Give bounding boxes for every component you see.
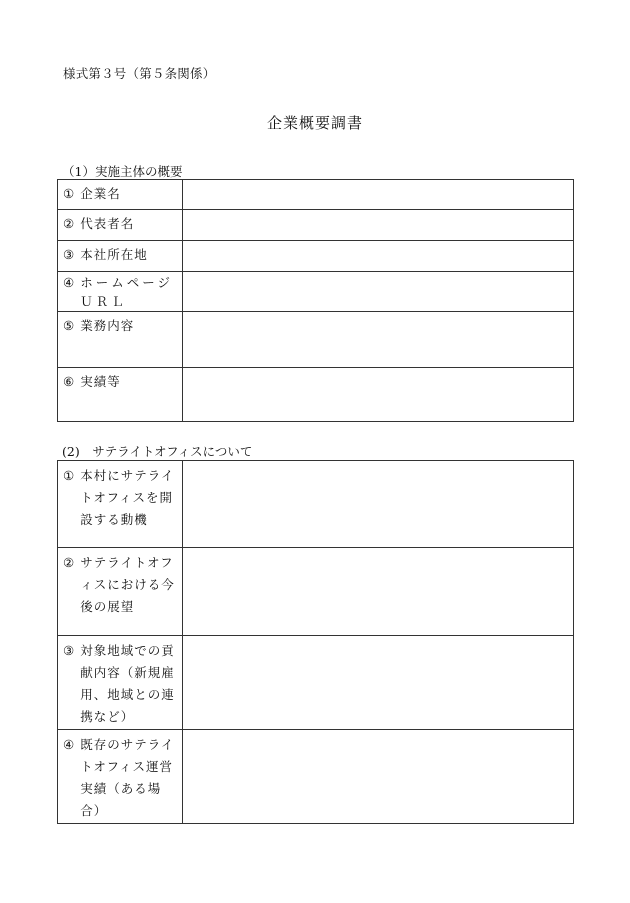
business-description-field[interactable]	[183, 312, 574, 368]
company-name-field[interactable]	[183, 180, 574, 210]
document-title: 企業概要調書	[266, 114, 363, 132]
table-row	[58, 368, 574, 422]
row-label	[58, 636, 183, 730]
future-outlook-field[interactable]	[183, 548, 574, 636]
table-row	[58, 636, 574, 730]
row-label-text: 既存のサテライトオフィス運営実績（ある場合）	[80, 737, 175, 818]
row-label	[58, 180, 183, 210]
section1-heading: （1）実施主体の概要	[62, 164, 183, 179]
existing-office-record-field[interactable]	[183, 730, 574, 824]
table-row	[58, 312, 574, 368]
form-number: 様式第３号（第５条関係）	[63, 66, 216, 81]
row-number: ①	[63, 468, 75, 483]
row-label	[58, 241, 183, 272]
row-number: ③	[63, 247, 75, 262]
row-label-text: 本社所在地	[80, 247, 148, 262]
section1-table	[57, 179, 574, 422]
row-label	[58, 461, 183, 548]
row-number: ④	[63, 275, 75, 290]
achievements-field[interactable]	[183, 368, 574, 422]
row-label	[58, 548, 183, 636]
representative-name-field[interactable]	[183, 210, 574, 241]
row-number: ①	[63, 186, 75, 201]
row-label	[58, 272, 183, 312]
row-label-text: 代表者名	[80, 216, 135, 231]
row-number: ③	[63, 643, 75, 658]
table-row	[58, 210, 574, 241]
row-label	[58, 368, 183, 422]
homepage-url-field[interactable]	[183, 272, 574, 312]
table-row	[58, 548, 574, 636]
head-office-address-field[interactable]	[183, 241, 574, 272]
row-label-text: ホームページＵＲＬ	[80, 275, 173, 309]
table-row	[58, 461, 574, 548]
table-row	[58, 730, 574, 824]
row-label-text: 対象地域での貢献内容（新規雇用、地域との連携など）	[80, 643, 175, 724]
table-row	[58, 180, 574, 210]
row-label-text: 企業名	[80, 186, 121, 201]
row-label-text: 実績等	[80, 374, 121, 389]
row-label-text: サテライトオフィスにおける今後の展望	[80, 555, 175, 614]
row-number: ②	[63, 555, 75, 570]
row-label	[58, 312, 183, 368]
table-row	[58, 272, 574, 312]
row-label-text: 業務内容	[80, 318, 135, 333]
row-number: ⑤	[63, 318, 75, 333]
row-number: ④	[63, 737, 75, 752]
row-number: ⑥	[63, 374, 75, 389]
table-row	[58, 241, 574, 272]
row-number: ②	[63, 216, 75, 231]
local-contribution-field[interactable]	[183, 636, 574, 730]
motivation-field[interactable]	[183, 461, 574, 548]
section2-heading: (2) サテライトオフィスについて	[62, 444, 253, 459]
row-label	[58, 730, 183, 824]
section2-table	[57, 460, 574, 824]
row-label	[58, 210, 183, 241]
row-label-text: 本村にサテライトオフィスを開設する動機	[80, 468, 175, 527]
